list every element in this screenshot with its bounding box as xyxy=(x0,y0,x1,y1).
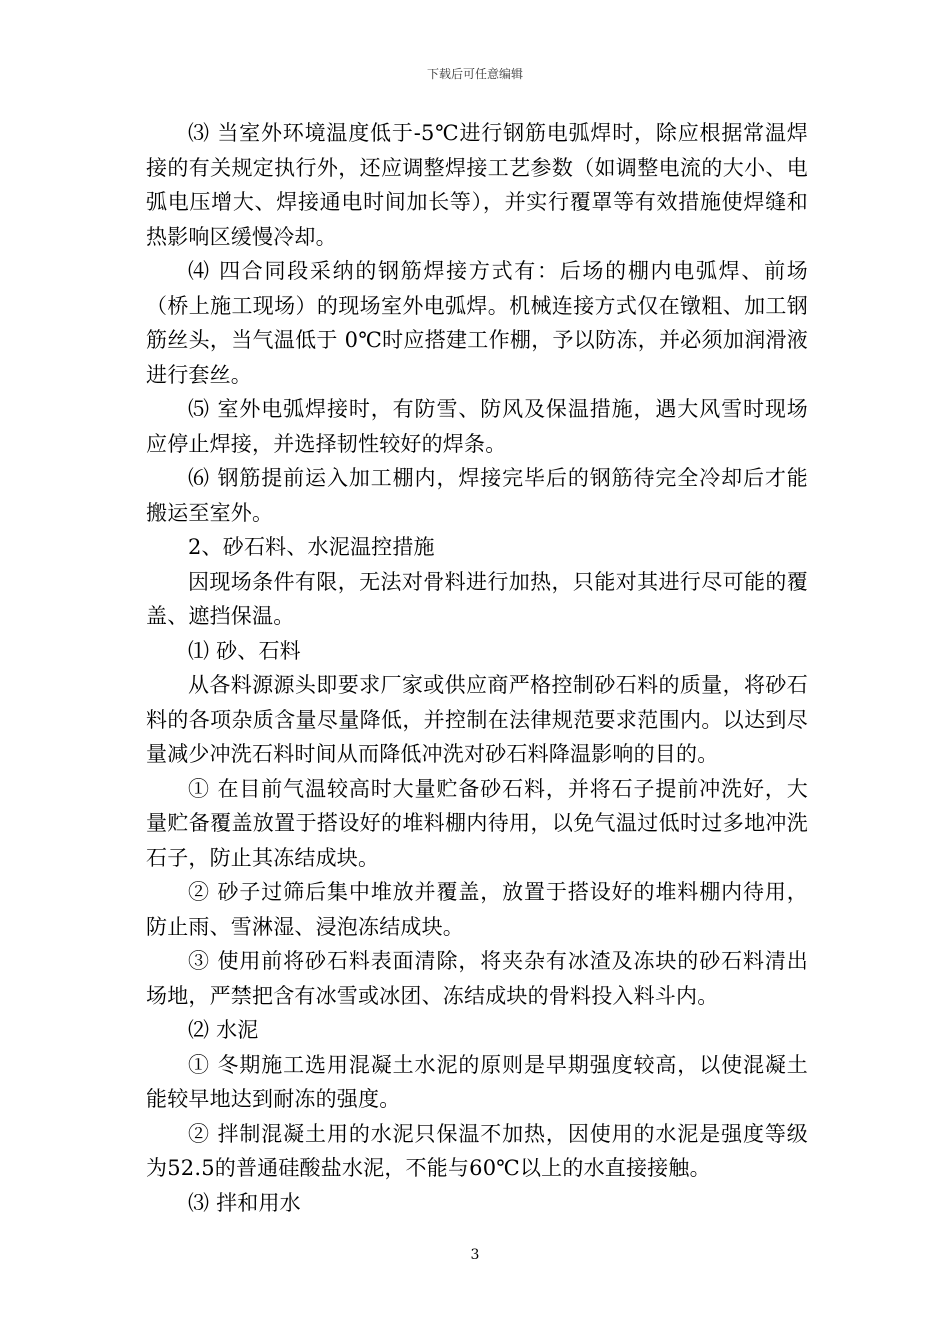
list-item-cement-insulation: ② 拌制混凝土用的水泥只保温不加热，因使用的水泥是强度等级为52.5的普通硅酸盐水泥，不能与60℃以上的水直接接触。 xyxy=(146,1121,808,1180)
paragraph-welding-low-temperature: ⑶ 当室外环境温度低于-5℃进行钢筋电弧焊时，除应根据常温焊接的有关规定执行外，还应调整焊接工艺参数（如调整电流的大小、电弧电压增大、焊接通电时间加长等），并实行覆罩等有效措施使焊缝和热影响区缓慢冷却。 xyxy=(146,121,808,249)
paragraph-source-quality: 从各料源源头即要求厂家或供应商严格控制砂石料的质量，将砂石料的各项杂质含量尽量降低，并控制在法律规范要求范围内。以达到尽量减少冲洗石料时间从而降低冲洗对砂石料降温影响的目的。 xyxy=(146,673,808,766)
document-body xyxy=(146,116,808,1220)
list-item-sand-storage: ② 砂子过筛后集中堆放并覆盖，放置于搭设好的堆料棚内待用，防止雨、雪淋湿、浸泡冻结成块。 xyxy=(146,880,808,939)
list-item-clean-surface: ③ 使用前将砂石料表面清除，将夹杂有冰渣及冻块的砂石料清出场地，严禁把含有冰雪或冰团、冻结成块的骨料投入料斗内。 xyxy=(146,949,808,1008)
paragraph-rebar-transport: ⑹ 钢筋提前运入加工棚内，焊接完毕后的钢筋待完全冷却后才能搬运至室外。 xyxy=(146,466,808,525)
page-number: 3 xyxy=(470,1247,480,1263)
subheading-mixing-water: ⑶ 拌和用水 xyxy=(188,1190,301,1215)
paragraph-aggregate-covering: 因现场条件有限，无法对骨料进行加热，只能对其进行尽可能的覆盖、遮挡保温。 xyxy=(146,569,808,628)
section-heading-aggregate-cement: 2、砂石料、水泥温控措施 xyxy=(188,535,435,559)
paragraph-welding-methods: ⑷ 四合同段采纳的钢筋焊接方式有：后场的棚内电弧焊、前场（桥上施工现场）的现场室外电弧焊。机械连接方式仅在镦粗、加工钢筋丝头，当气温低于 0℃时应搭建工作棚，予以防冻，并必须加润滑液进行套丝。 xyxy=(146,259,808,387)
paragraph-outdoor-welding: ⑸ 室外电弧焊接时，有防雪、防风及保温措施，遇大风雪时现场应停止焊接，并选择韧性较好的焊条。 xyxy=(146,397,808,456)
subheading-cement: ⑵ 水泥 xyxy=(188,1018,259,1042)
page-header: 下载后可任意编辑 xyxy=(426,67,523,81)
list-item-cement-selection: ① 冬期施工选用混凝土水泥的原则是早期强度较高，以使混凝土能较早地达到耐冻的强度。 xyxy=(146,1052,808,1111)
list-item-stockpile-stone: ① 在目前气温较高时大量贮备砂石料，并将石子提前冲洗好，大量贮备覆盖放置于搭设好的堆料棚内待用，以免气温过低时过多地冲洗石子，防止其冻结成块。 xyxy=(146,776,808,870)
subheading-sand-stone: ⑴ 砂、石料 xyxy=(188,638,301,663)
